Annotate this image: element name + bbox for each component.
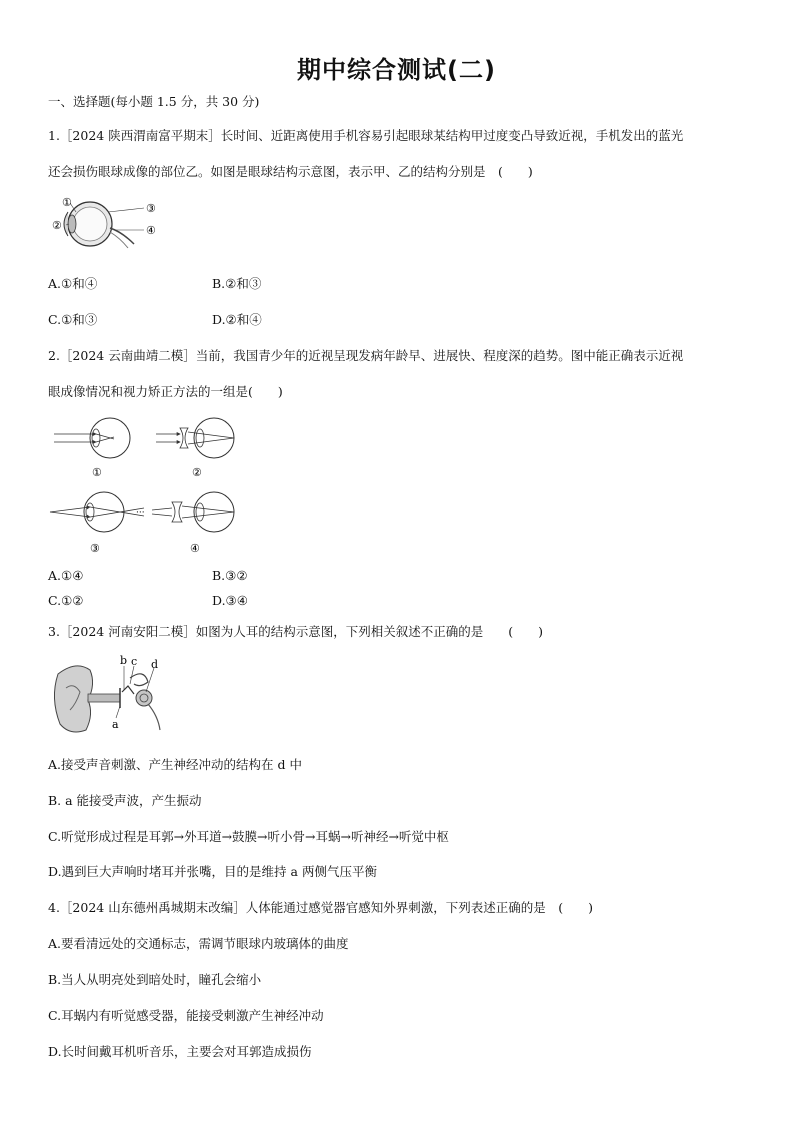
q3-option-b[interactable]: B. a 能接受声波，产生振动 (48, 793, 202, 808)
q1-option-d[interactable]: D.②和④ (212, 312, 262, 327)
q1-stem-line1: 1.［2024 陕西渭南富平期末］长时间、近距离使用手机容易引起眼球某结构甲过度变凸导致近视，手机发出的蓝光 (48, 128, 684, 143)
q2-fig-label-2: ② (192, 466, 202, 479)
q1-option-a[interactable]: A.①和④ (48, 276, 98, 291)
q3-option-c[interactable]: C.听觉形成过程是耳郭→外耳道→鼓膜→听小骨→耳蜗→听神经→听觉中枢 (48, 829, 449, 844)
svg-text:···: ··· (136, 508, 145, 518)
q2-option-b[interactable]: B.③② (212, 568, 248, 583)
q4-option-b[interactable]: B.当人从明亮处到暗处时，瞳孔会缩小 (48, 972, 262, 987)
diagram-3 (50, 492, 145, 532)
diagram-4 (152, 492, 234, 532)
q2-fig-label-3: ③ (90, 542, 100, 555)
q3-fig-label-a: a (112, 718, 119, 731)
q1-option-c[interactable]: C.①和③ (48, 312, 98, 327)
q3-fig-label-c: c (131, 655, 138, 668)
q3-fig-label-d: d (151, 658, 159, 671)
q3-fig-label-b: b (120, 654, 128, 667)
q2-option-c[interactable]: C.①② (48, 593, 84, 608)
q2-option-a[interactable]: A.①④ (48, 568, 84, 583)
q2-fig-label-4: ④ (190, 542, 200, 555)
q2-fig-label-1: ① (92, 466, 102, 479)
q1-option-b[interactable]: B.②和③ (212, 276, 262, 291)
diagram-2 (156, 418, 234, 458)
diagram-1 (54, 418, 130, 458)
q1-stem-line2: 还会损伤眼球成像的部位乙。如图是眼球结构示意图，表示甲、乙的结构分别是 ( ) (48, 164, 533, 179)
q2-stem-line2: 眼成像情况和视力矫正方法的一组是( ) (48, 384, 283, 399)
eyeball-structure-figure (48, 192, 168, 252)
page-title: 期中综合测试(二) (297, 56, 496, 84)
q1-fig-label-4: ④ (146, 224, 156, 237)
myopia-correction-figure (48, 412, 248, 558)
section-heading: 一、选择题(每小题 1.5 分，共 30 分) (48, 94, 260, 109)
q4-option-c[interactable]: C.耳蜗内有听觉感受器，能接受刺激产生神经冲动 (48, 1008, 324, 1023)
q3-stem: 3.［2024 河南安阳二模］如图为人耳的结构示意图，下列相关叙述不正确的是 ( ) (48, 624, 543, 639)
q4-option-a[interactable]: A.要看清远处的交通标志，需调节眼球内玻璃体的曲度 (48, 936, 349, 951)
q3-option-d[interactable]: D.遇到巨大声响时堵耳并张嘴，目的是维持 a 两侧气压平衡 (48, 864, 377, 879)
q4-option-d[interactable]: D.长时间戴耳机听音乐，主要会对耳郭造成损伤 (48, 1044, 312, 1059)
q1-fig-label-1: ① (62, 196, 72, 209)
q4-stem: 4.［2024 山东德州禹城期末改编］人体能通过感觉器官感知外界刺激，下列表述正确的是 ( ) (48, 900, 593, 915)
q1-fig-label-3: ③ (146, 202, 156, 215)
q1-fig-label-2: ② (52, 219, 62, 232)
q3-option-a[interactable]: A.接受声音刺激、产生神经冲动的结构在 d 中 (48, 757, 302, 772)
q2-stem-line1: 2.［2024 云南曲靖二模］当前，我国青少年的近视呈现发病年龄早、进展快、程度深的趋势。图中能正确表示近视 (48, 348, 684, 363)
q2-option-d[interactable]: D.③④ (212, 593, 248, 608)
ear-structure-figure (48, 654, 168, 738)
